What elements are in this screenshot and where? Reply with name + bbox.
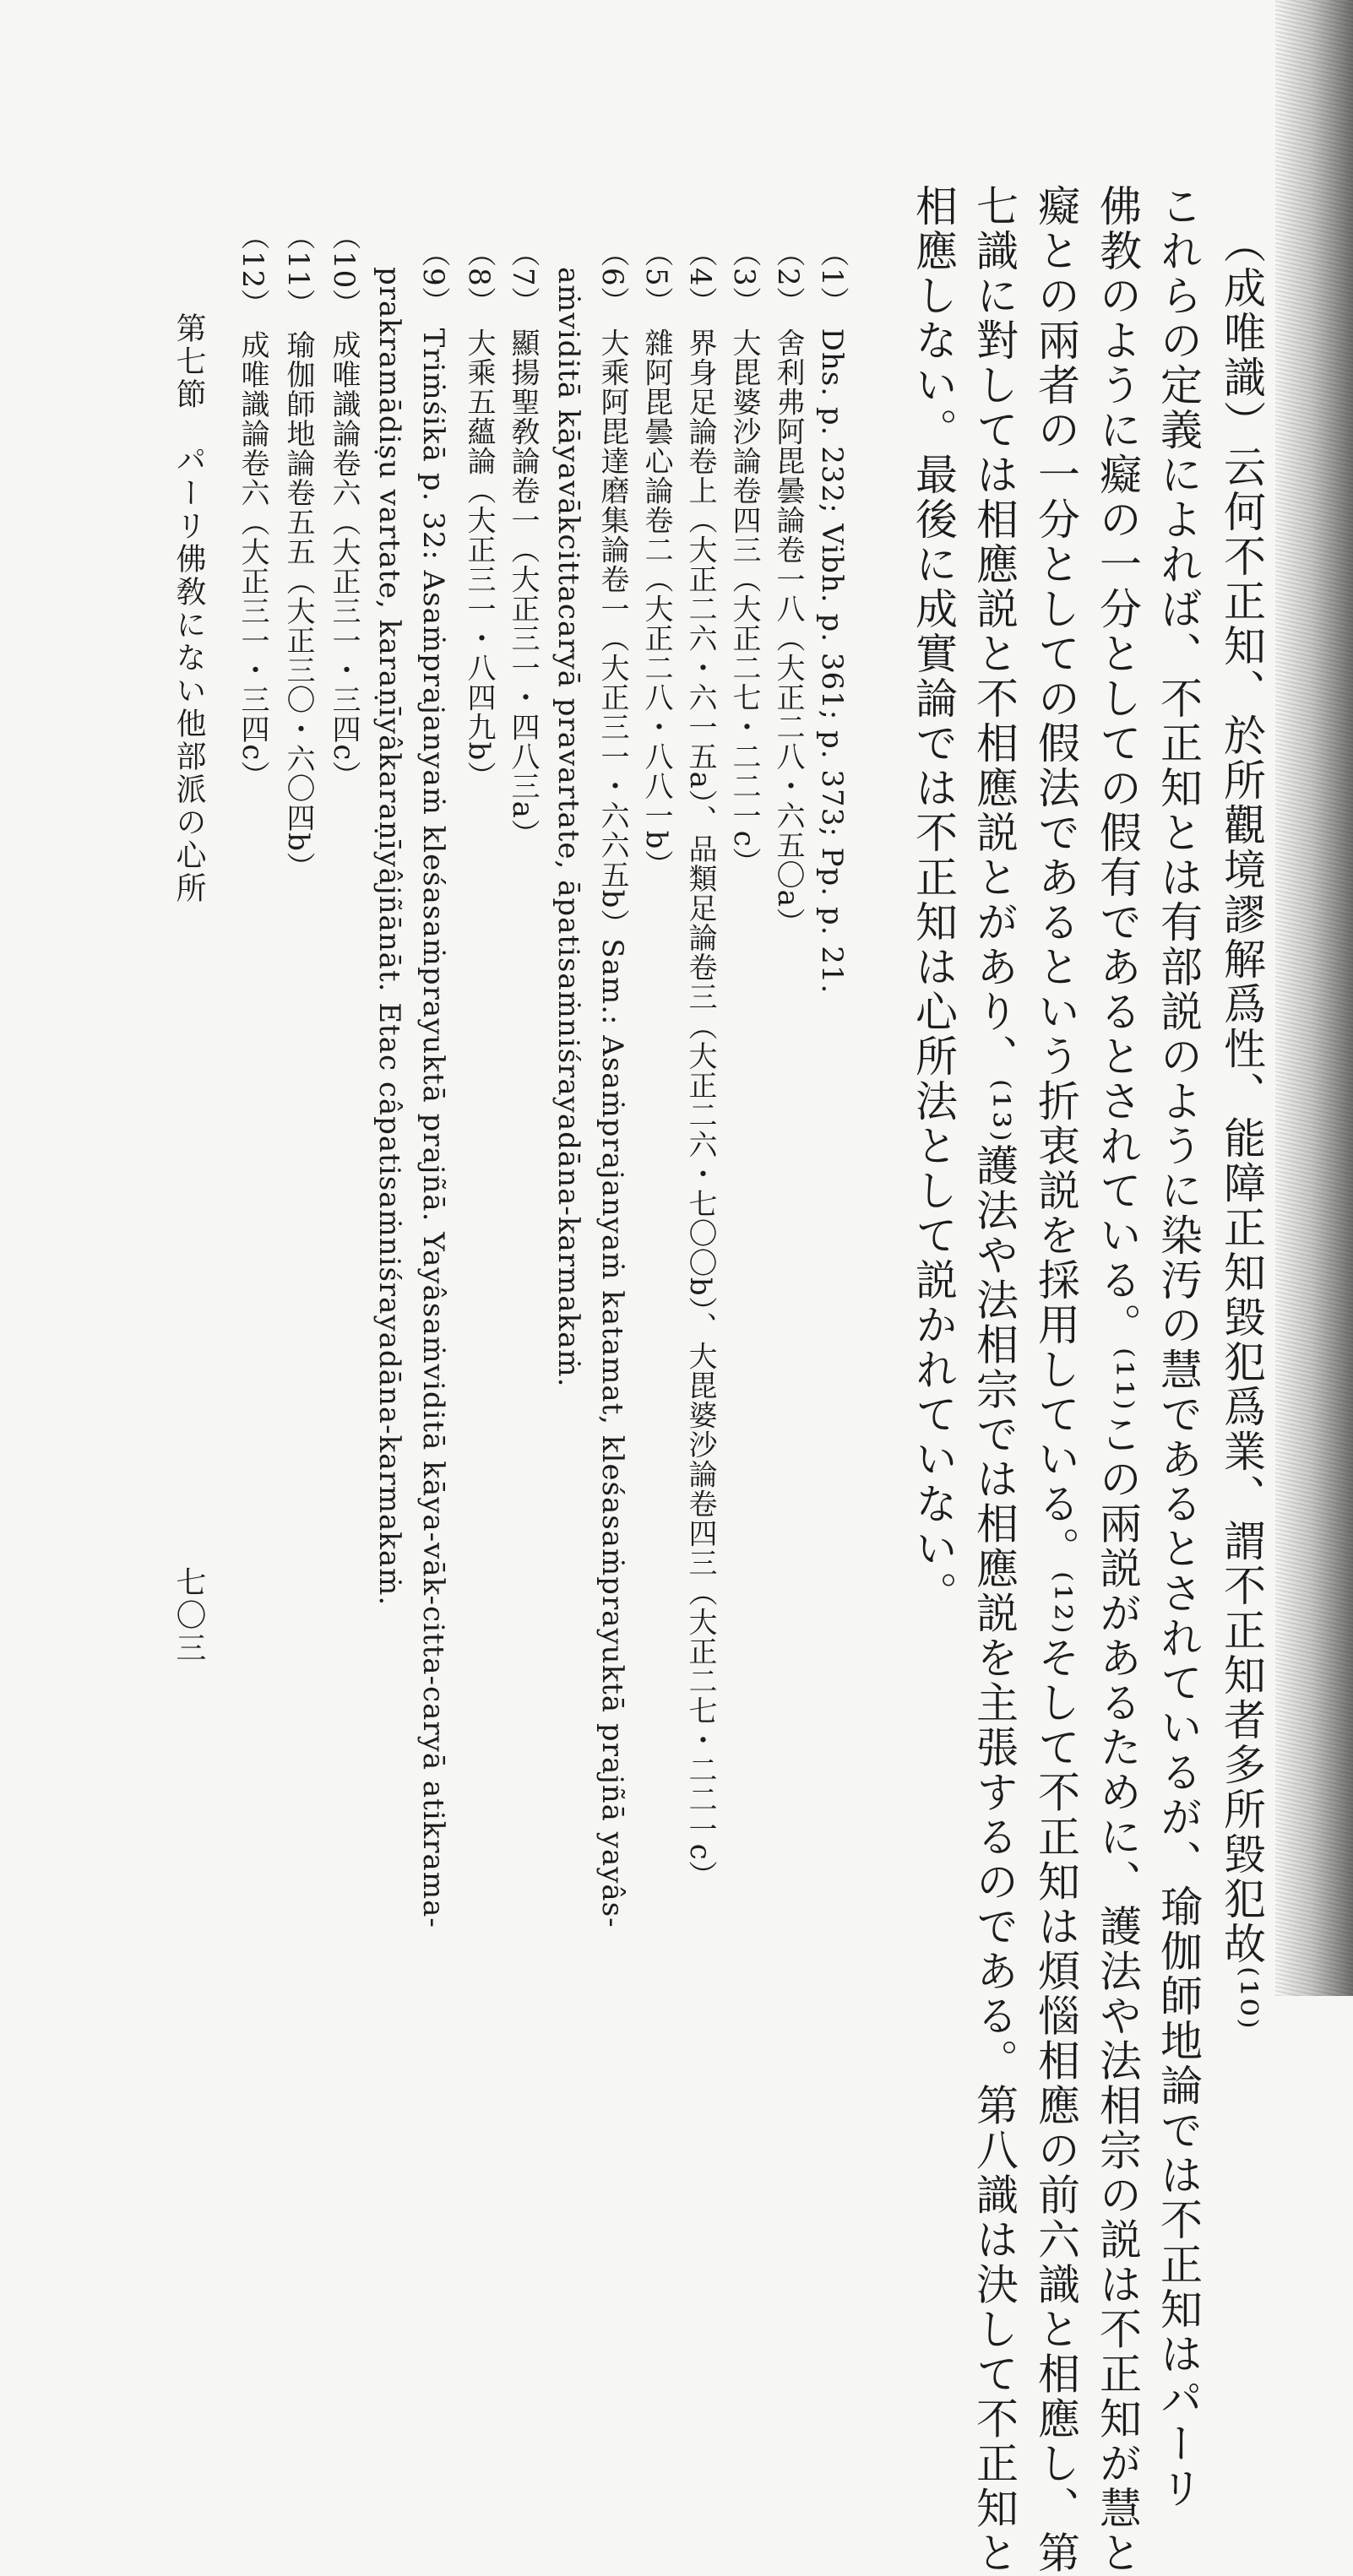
- note-number: （3）: [727, 238, 761, 317]
- note-11: [281, 221, 315, 882]
- note-10: [327, 221, 361, 791]
- note-number: （10）: [327, 221, 361, 319]
- note-number: （8）: [462, 238, 496, 317]
- note-text: aṁviditā kāyavākcittacaryā pravartate, āpatisaṁniśrayadāna-karmakaṁ.: [552, 267, 585, 1388]
- note-6: [595, 238, 629, 1928]
- body-line-4: 癡との兩者の一分としての假法であるという折衷説を採用している。⁽¹²⁾そして不正知は煩惱相應の前六識と相應し、第: [1031, 184, 1080, 2576]
- body-line-5: 七識に對しては相應説と不相應説とがあり、⁽¹³⁾護法や法相宗では相應説を主張するのである。第八識は決して不正知と: [970, 184, 1019, 2576]
- note-number: （12）: [236, 221, 269, 319]
- note-text: 界身足論卷上（大正二六・六一五a）、品類足論卷三（大正二六・七〇〇b）、大毘婆沙論卷四三（大正二七・二二一c）: [683, 328, 717, 1890]
- note-9: [416, 238, 450, 1928]
- body-line-6: 相應しない。最後に成實論では不正知は心所法として説かれていない。: [909, 184, 958, 1616]
- note-12: [238, 221, 267, 790]
- note-number: （7）: [506, 238, 540, 317]
- page-number: 七〇三: [171, 1566, 206, 1665]
- note-8: [462, 238, 496, 791]
- note-text: 成唯識論卷六（大正三一・三四c）: [327, 330, 361, 791]
- note-4: [683, 238, 717, 1890]
- note-text: 大乘阿毘達磨集論卷一（大正三一・六六五b）Sam.: Asaṁprajanyaṁ katamat, kleśasaṁprayuktā prajñā yayâs-: [595, 328, 629, 1928]
- note-number: （6）: [595, 238, 629, 317]
- body-line-1: （成唯識）云何不正知、於所觀境謬解爲性、能障正知毀犯爲業、謂不正知者多所毀犯故⁽¹⁰⁾: [1217, 221, 1266, 2031]
- note-text: 雜阿毘曇心論卷二（大正二八・八八一b）: [639, 328, 673, 880]
- note-text: 顯揚聖敎論卷一（大正三一・四八三a）: [506, 328, 540, 849]
- note-text: 成唯識論卷六（大正三一・三四c）: [236, 330, 269, 791]
- note-5: [639, 238, 673, 880]
- note-number: （4）: [683, 238, 717, 317]
- note-number: （1）: [815, 238, 849, 317]
- body-line-3: 佛教のように癡の一分としての假有であるとされている。⁽¹¹⁾この兩説があるために、護法や法相宗の説は不正知が慧と: [1093, 184, 1142, 2576]
- note-7: [506, 238, 540, 849]
- note-text: 舍利弗阿毘曇論卷一八（大正二八・六五〇a）: [771, 328, 805, 937]
- note-number: （2）: [771, 238, 805, 317]
- note-text: 大毘婆沙論卷四三（大正二七・二二一c）: [727, 328, 761, 877]
- note-9-continued: [372, 267, 406, 1607]
- note-1: [815, 238, 849, 995]
- note-text: Dhs. p. 232; Vibh. p. 361; p. 373; Pp. p. 21.: [815, 328, 849, 995]
- section-running-title: 第七節 パーリ佛敎にない他部派の心所: [171, 312, 206, 905]
- note-number: （11）: [281, 221, 315, 319]
- note-2: [771, 238, 805, 937]
- note-text: 大乘五蘊論（大正三一・八四九b）: [462, 328, 496, 791]
- note-text: prakramādiṣu vartate, karaṇīyâkaraṇīyâjñānāt. Etac câpatisaṁniśrayadāna-karmakaṁ.: [372, 267, 406, 1607]
- note-6-continued: [554, 267, 583, 1387]
- note-number: （5）: [639, 238, 673, 317]
- note-text: Triṁśikā p. 32: Asaṁprajanyaṁ kleśasaṁprayuktā prajñā. Yayâsaṁviditā kāya-vāk-citta-caryā atikrama-: [416, 328, 450, 1928]
- note-text: 瑜伽師地論卷五五（大正三〇・六〇四b）: [281, 330, 315, 882]
- scan-shadow-edge: [1275, 0, 1353, 1996]
- body-line-2: これらの定義によれば、不正知とは有部説のように染汚の慧であるとされているが、瑜伽師地論では不正知はパーリ: [1154, 184, 1203, 2511]
- note-number: （9）: [416, 238, 450, 317]
- note-3: [727, 238, 761, 877]
